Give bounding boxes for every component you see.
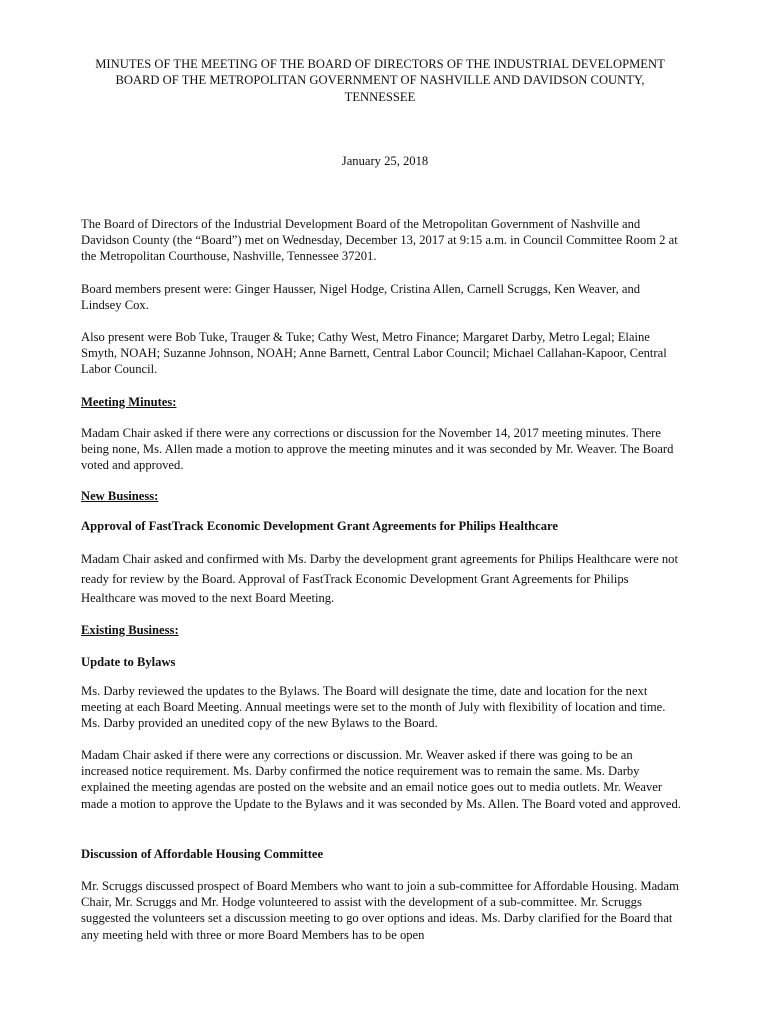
also-present-paragraph: Also present were Bob Tuke, Trauger & Tuke; Cathy West, Metro Finance; Margaret Darby, Metro Legal; Elaine Smyth, NOAH; Suzanne Johnson, NOAH; Anne Barnett, Central Labor Council; Michael Callahan-Kapoor, Central Labor Council. (81, 330, 667, 377)
meeting-date: January 25, 2018 (341, 154, 429, 168)
meeting-minutes-paragraph: Madam Chair asked if there were any corrections or discussion for the November 14, 2017 meeting minutes. There being none, Ms. Allen made a motion to approve the meeting minutes and it was seconded by Mr. Weaver. The Board voted and approved. (81, 426, 674, 473)
new-business-heading: New Business: (81, 489, 159, 503)
existing-business-heading: Existing Business: (81, 623, 179, 637)
bylaws-heading: Update to Bylaws (81, 655, 176, 669)
document-title: MINUTES OF THE MEETING OF THE BOARD OF DIRECTORS OF THE INDUSTRIAL DEVELOPMENT BOARD OF THE METROPOLITAN GOVERNMENT OF NASHVILLE AND DAVIDSON COUNTY, TENNESSEE (95, 57, 665, 104)
housing-heading: Discussion of Affordable Housing Committee (81, 847, 324, 861)
members-present-paragraph: Board members present were: Ginger Hausser, Nigel Hodge, Cristina Allen, Carnell Scruggs, Ken Weaver, and Lindsey Cox. (81, 282, 641, 313)
fasttrack-heading: Approval of FastTrack Economic Development Grant Agreements for Philips Healthcare (81, 519, 558, 533)
bylaws-paragraph-1: Ms. Darby reviewed the updates to the Bylaws. The Board will designate the time, date and location for the next meeting at each Board Meeting. Annual meetings were set to the month of July with flexibility of location and time. Ms. Darby provided an unedited copy of the new Bylaws to the Board. (81, 684, 666, 731)
bylaws-paragraph-2: Madam Chair asked if there were any corrections or discussion. Mr. Weaver asked if there was going to be an increased notice requirement. Ms. Darby confirmed the notice requirement was to remain the same. Ms. Darby explained the meeting agendas are posted on the website and an email notice goes out to media outlets. Mr. Weaver made a motion to approve the Update to the Bylaws and it was seconded by Ms. Allen. The Board voted and approved. (81, 748, 681, 811)
intro-paragraph: The Board of Directors of the Industrial Development Board of the Metropolitan Government of Nashville and Davidson County (the “Board”) met on Wednesday, December 13, 2017 at 9:15 a.m. in Council Committee Room 2 at the Metropolitan Courthouse, Nashville, Tennessee 37201. (81, 217, 678, 264)
meeting-minutes-heading: Meeting Minutes: (81, 395, 177, 409)
fasttrack-paragraph: Madam Chair asked and confirmed with Ms. Darby the development grant agreements for Philips Healthcare were not ready for review by the Board. Approval of FastTrack Economic Development Grant Agreements for Philips Healthcare was moved to the next Board Meeting. (81, 552, 678, 605)
housing-paragraph: Mr. Scruggs discussed prospect of Board Members who want to join a sub-committee for Affordable Housing. Madam Chair, Mr. Scruggs and Mr. Hodge volunteered to assist with the development of a sub-committee. Mr. Scruggs suggested the volunteers set a discussion meeting to go over options and ideas. Ms. Darby clarified for the Board that any meeting held with three or more Board Members has to be open (81, 879, 679, 942)
